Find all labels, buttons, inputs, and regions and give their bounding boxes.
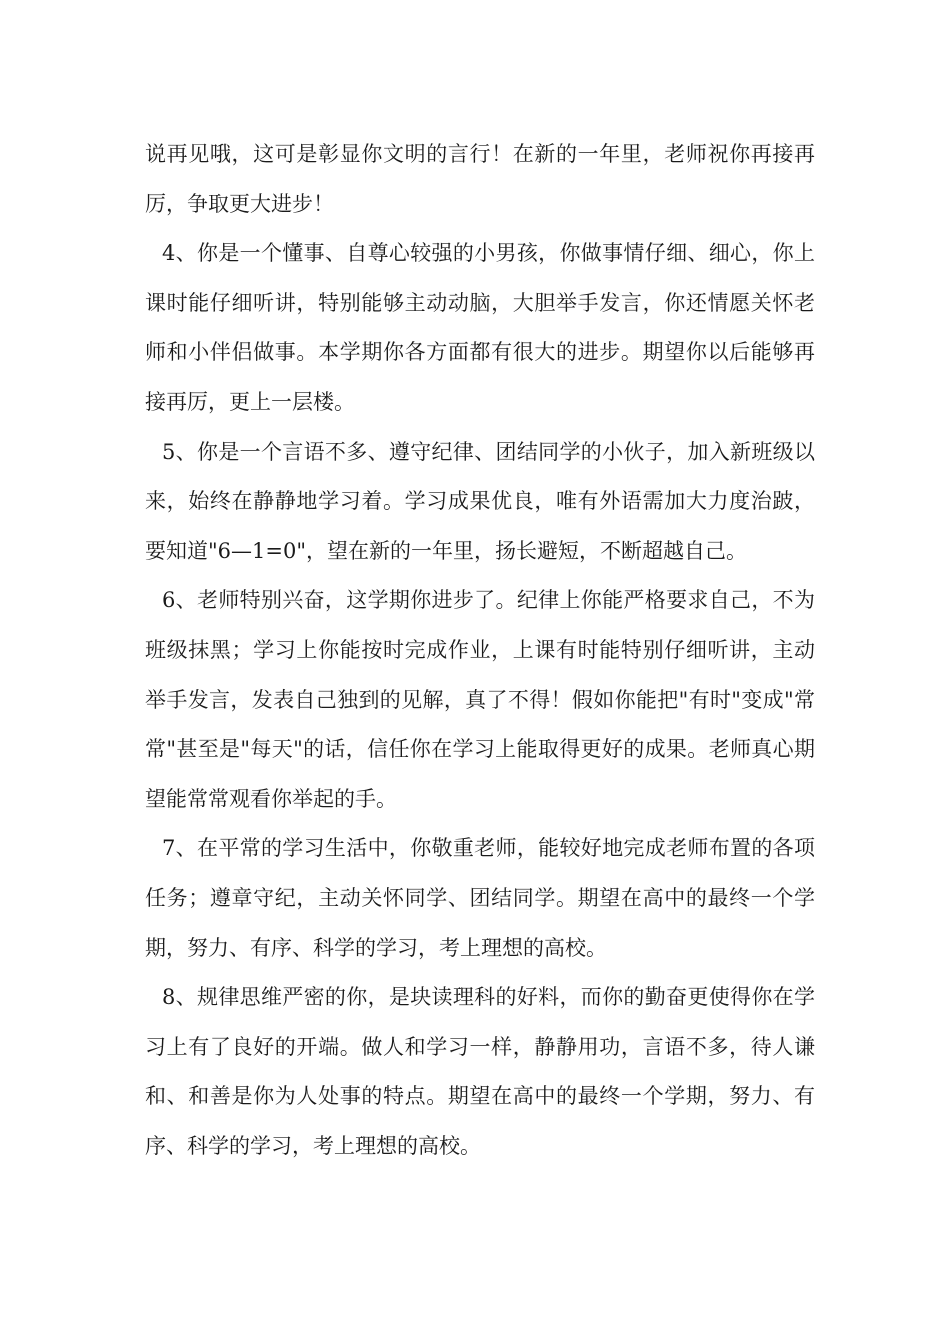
paragraph-item-8: 8、规律思维严密的你，是块读理科的好料，而你的勤奋更使得你在学习上有了良好的开端。做人和学习一样，静静用功，言语不多，待人谦和、和善是你为人处事的特点。期望在高中的最终一个学期，努力、有序、科学的学习，考上理想的高校。 [145, 985, 815, 1158]
document-body [145, 130, 815, 1171]
paragraph-item-7: 7、在平常的学习生活中，你敬重老师，能较好地完成老师布置的各项任务；遵章守纪，主动关怀同学、团结同学。期望在高中的最终一个学期，努力、有序、科学的学习，考上理想的高校。 [145, 836, 815, 960]
paragraph-continuation: 说再见哦，这可是彰显你文明的言行！在新的一年里，老师祝你再接再厉，争取更大进步！ [145, 142, 815, 216]
paragraph-item-5: 5、你是一个言语不多、遵守纪律、团结同学的小伙子，加入新班级以来，始终在静静地学习着。学习成果优良，唯有外语需加大力度治跛，要知道"6—1=0"，望在新的一年里，扬长避短，不断超越自己。 [145, 439, 815, 563]
paragraph-item-6: 6、老师特别兴奋，这学期你进步了。纪律上你能严格要求自己，不为班级抹黑；学习上你能按时完成作业，上课有时能特别仔细听讲，主动举手发言，发表自己独到的见解，真了不得！假如你能把"有时"变成"常常"甚至是"每天"的话，信任你在学习上能取得更好的成果。老师真心期望能常常观看你举起的手。 [145, 588, 815, 811]
paragraph-item-4: 4、你是一个懂事、自尊心较强的小男孩，你做事情仔细、细心，你上课时能仔细听讲，特别能够主动动脑，大胆举手发言，你还情愿关怀老师和小伴侣做事。本学期你各方面都有很大的进步。期望你以后能够再接再厉，更上一层楼。 [145, 241, 815, 414]
